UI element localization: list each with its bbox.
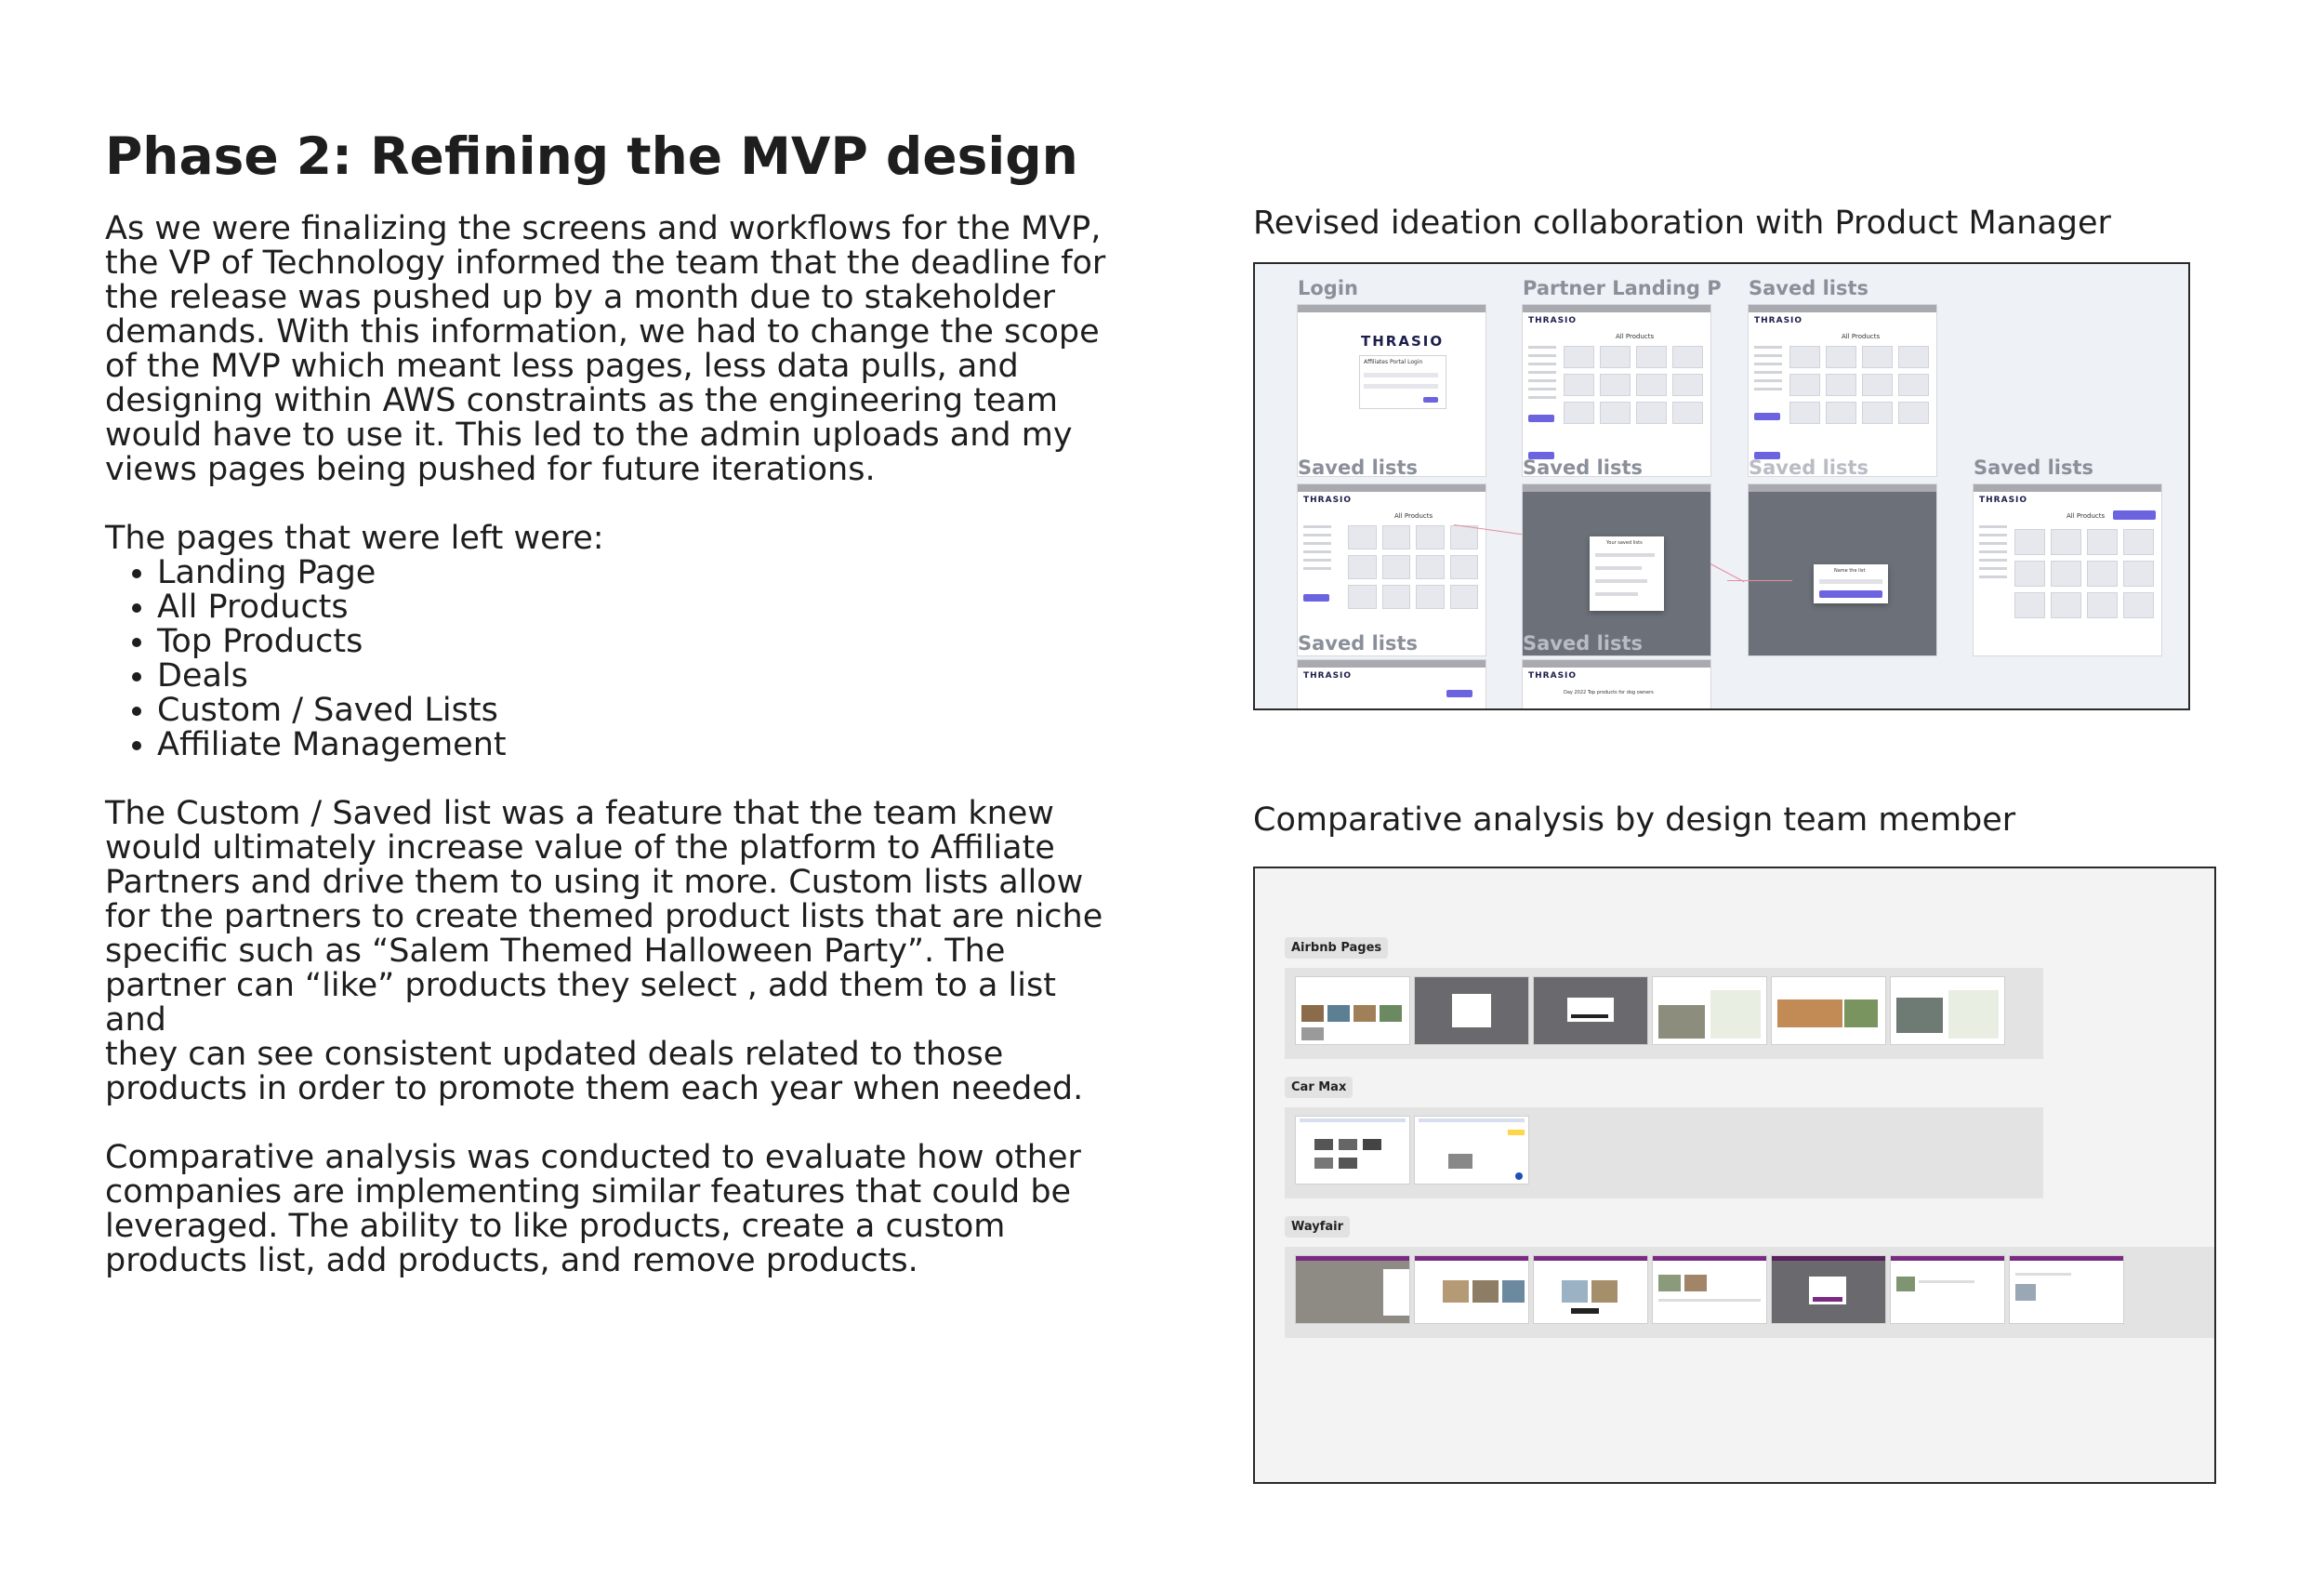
saved-lists-mockup [1298, 484, 1486, 655]
airbnb-screen [1653, 977, 1766, 1044]
list-item: • Custom / Saved Lists [157, 694, 1109, 728]
mockup-label-login: Login [1298, 277, 1358, 299]
custom-list-paragraph: The Custom / Saved list was a feature that the team knew would ultimately increase value of the platform to Affiliate Partners and drive them to using it more. Custom lists allow for the partners to create themed product lists that are niche specific such as “Salem Themed Halloween Party”. The partner can “like” products they select , add them to a list and they can see consistent updated deals related to those products in order to promote them each year when needed. [105, 795, 1103, 1107]
saved-lists-mockup [1974, 484, 2161, 655]
page-title: Phase 2: Refining the MVP design [105, 126, 1078, 186]
modal-dialog [1814, 564, 1888, 603]
carmax-screens-strip [1285, 1107, 2043, 1198]
airbnb-screen [1772, 977, 1885, 1044]
list-item: • Top Products [157, 625, 1109, 659]
airbnb-screen [1891, 977, 2004, 1044]
modal-title: Your saved lists [1606, 540, 1643, 546]
partner-landing-mockup [1523, 305, 1710, 476]
wayfair-screen [2010, 1256, 2123, 1323]
comparative-title: Comparative analysis by design team member [1253, 801, 2016, 839]
wayfair-screen [1891, 1256, 2004, 1323]
brand-logo: THRASIO [1303, 496, 1353, 505]
group-tag-airbnb: Airbnb Pages [1285, 937, 1388, 959]
modal-title: Name the list [1834, 568, 1866, 574]
brand-logo: THRASIO [1528, 671, 1578, 681]
deals-caption: Day 2022 Top products for dog owners [1564, 690, 1654, 695]
ideation-board [1253, 262, 2190, 710]
group-tag-carmax: Car Max [1285, 1077, 1353, 1098]
wayfair-screen [1653, 1256, 1766, 1323]
brand-logo: THRASIO [1979, 496, 2028, 505]
list-item: • Landing Page [157, 556, 1109, 590]
wayfair-screen [1415, 1256, 1528, 1323]
mockup-label-partner-landing: Partner Landing P [1523, 277, 1722, 299]
deals-mockup [1523, 660, 1710, 710]
mockup-label-saved-lists: Saved lists [1298, 457, 1419, 479]
saved-lists-modal-mockup [1523, 484, 1710, 655]
comparative-paragraph: Comparative analysis was conducted to evaluate how other companies are implementing similar features that could be leveraged. The ability to like products, create a custom products list, add products, and remove products. [105, 1139, 1081, 1279]
flow-connector [1727, 580, 1792, 581]
list-item: • Affiliate Management [157, 728, 1109, 762]
all-products-heading: All Products [1394, 512, 1433, 520]
mockup-label-saved-lists: Saved lists [1298, 632, 1419, 655]
intro-paragraph: As we were finalizing the screens and workflows for the MVP, the VP of Technology informed the team that the deadline for the release was pushed up by a month due to stakeholder demands. With this information, we had to change the scope of the MVP which meant less pages, less data pulls, and designing within AWS constraints as the engineering team would have to use it. This led to the admin uploads and my views pages being pushed for future iterations. [105, 210, 1106, 488]
airbnb-screen [1534, 977, 1647, 1044]
name-list-modal-mockup [1749, 484, 1936, 655]
mockup-label-saved-lists: Saved lists [1749, 457, 1869, 479]
mockup-label-saved-lists: Saved lists [1523, 457, 1644, 479]
pages-left-list [105, 556, 1109, 762]
mockup-label-saved-lists: Saved lists [1749, 277, 1869, 299]
wayfair-screen [1772, 1256, 1885, 1323]
wayfair-screens-strip [1285, 1247, 2216, 1338]
carmax-screen [1415, 1117, 1528, 1184]
ideation-title: Revised ideation collaboration with Product Manager [1253, 205, 2111, 242]
pages-intro: The pages that were left were: [105, 520, 604, 557]
brand-logo: THRASIO [1303, 671, 1353, 681]
login-mockup [1298, 305, 1486, 476]
group-tag-wayfair: Wayfair [1285, 1216, 1350, 1238]
brand-logo: THRASIO [1528, 316, 1578, 325]
all-products-heading: All Products [1842, 333, 1881, 340]
list-item: • Deals [157, 659, 1109, 694]
airbnb-screen [1296, 977, 1409, 1044]
comparative-board [1253, 867, 2216, 1484]
brand-logo: THRASIO [1361, 333, 1445, 350]
all-products-heading: All Products [2067, 512, 2106, 520]
carmax-screen [1296, 1117, 1409, 1184]
wayfair-screen [1296, 1256, 1409, 1323]
all-products-heading: All Products [1616, 333, 1655, 340]
brand-logo: THRASIO [1754, 316, 1803, 325]
saved-lists-mockup [1298, 660, 1486, 710]
login-heading: Affiliates Portal Login [1364, 359, 1423, 365]
airbnb-screen [1415, 977, 1528, 1044]
airbnb-screens-strip [1285, 968, 2043, 1059]
wayfair-screen [1534, 1256, 1647, 1323]
saved-lists-mockup [1749, 305, 1936, 476]
mockup-label-saved-lists: Saved lists [1974, 457, 2094, 479]
mockup-label-saved-lists: Saved lists [1523, 632, 1644, 655]
login-form [1359, 355, 1446, 409]
modal-dialog [1590, 536, 1664, 611]
list-item: • All Products [157, 590, 1109, 625]
body-text [105, 212, 1109, 1278]
